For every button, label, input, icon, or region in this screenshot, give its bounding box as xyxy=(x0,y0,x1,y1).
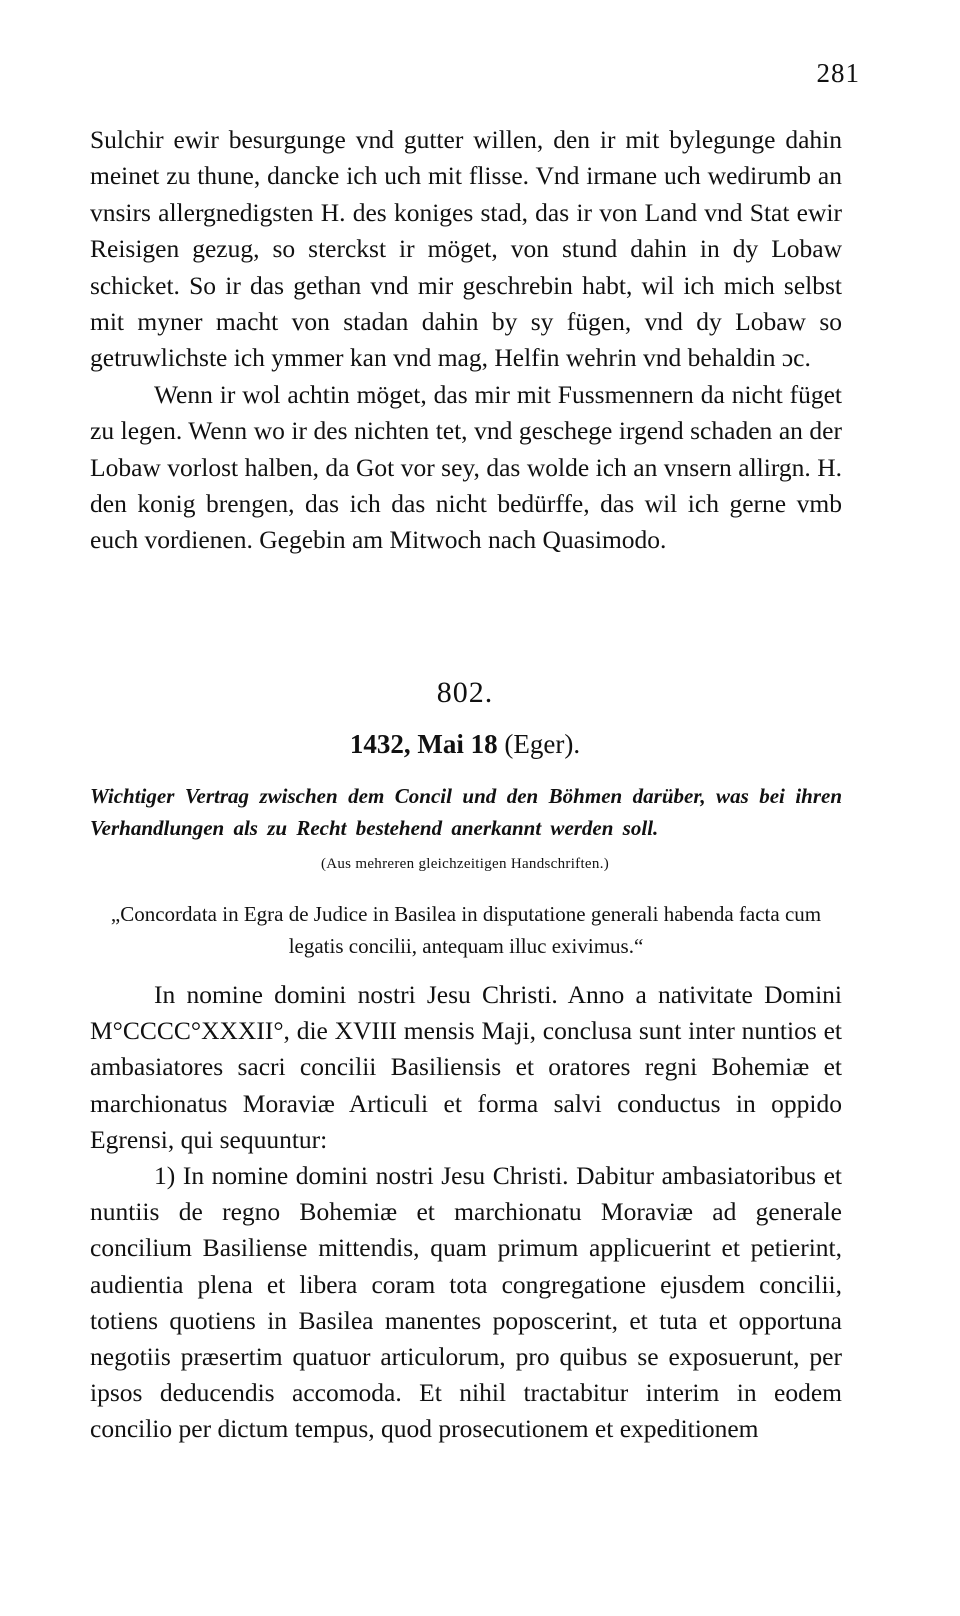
document-intro: In nomine domini nostri Jesu Christi. Anno a nativitate Domini M°CCCC°XXXII°, die XVIII mensis Maji, conclusa sunt inter nuntios et ambasiatores sacri concilii Basiliensis et oratores regni Bohemiæ et marchionatus Moraviæ Articuli et forma salvi conductus in oppido Egrensi, qui sequuntur: xyxy=(90,980,842,1154)
letter-paragraph-1: Sulchir ewir besurgunge vnd gutter willen, den ir mit bylegunge dahin meinet zu thune, dancke ich uch mit flisse. Vnd irmane uch wedirumb an vnsirs allergnedigsten H. des koniges stad, das ir von Land vnd Stat ewir Reisigen gezug, so sterckst ir möget, von stund dahin in dy Lobaw schicket. So ir das gethan vnd mir geschrebin habt, wil ich mich selbst mit myner macht von stadan dahin by sy fügen, vnd dy Lobaw so getruwlichste ich ymmer kan vnd mag, Helfin wehrin vnd behaldin ɔc. xyxy=(90,125,842,373)
document-summary: Wichtiger Vertrag zwischen dem Concil und den Böhmen darüber, was bei ihren Verhandlungen als zu Recht bestehend anerkannt werden soll. xyxy=(90,784,842,840)
page-number: 281 xyxy=(816,58,860,88)
letter-paragraph-2: Wenn ir wol achtin möget, das mir mit Fussmennern da nicht füget zu legen. Wenn wo ir des nichten tet, vnd geschege irgend schaden an der Lobaw vorlost halben, da Got vor sey, das wolde ich an vnsern allirgn. H. den konig brengen, das ich das nicht bedürffe, das wil ich gerne vmb euch vordienen. Gegebin am Mitwoch nach Quasimodo. xyxy=(90,379,842,555)
document-date-place: (Eger). xyxy=(504,729,581,759)
document-item-1: 1) In nomine domini nostri Jesu Christi. Dabitur ambasiatoribus et nuntiis de regno Bohemiæ et marchionatu Moraviæ ad generale concilium Basiliense mittendis, quam primum applicuerint et petierint, audientia plena et libera coram tota congregatione ejusdem concilii, totiens quotiens in Basilea manentes poposcerint, et tuta et opportuna negotiis præsertim quatuor articulorum, pro quibus se exposuerunt, per ipsos deducendis accomoda. Et nihil tractabitur interim in eodem concilio per dictum tempus, quod prosecutionem et expeditionem xyxy=(90,1161,842,1444)
source-note: (Aus mehreren gleichzeitigen Handschriften.) xyxy=(320,856,610,872)
letter-text xyxy=(90,122,842,559)
document-heading-quote: „Concordata in Egra de Judice in Basilea in disputatione generali habenda facta cum legatis concilii, antequam illuc exivimus.“ xyxy=(110,902,822,958)
document-number: 802. xyxy=(436,676,494,709)
document-text xyxy=(90,977,842,1448)
document-date-value: 1432, Mai 18 xyxy=(349,729,498,759)
document-date xyxy=(0,729,930,760)
